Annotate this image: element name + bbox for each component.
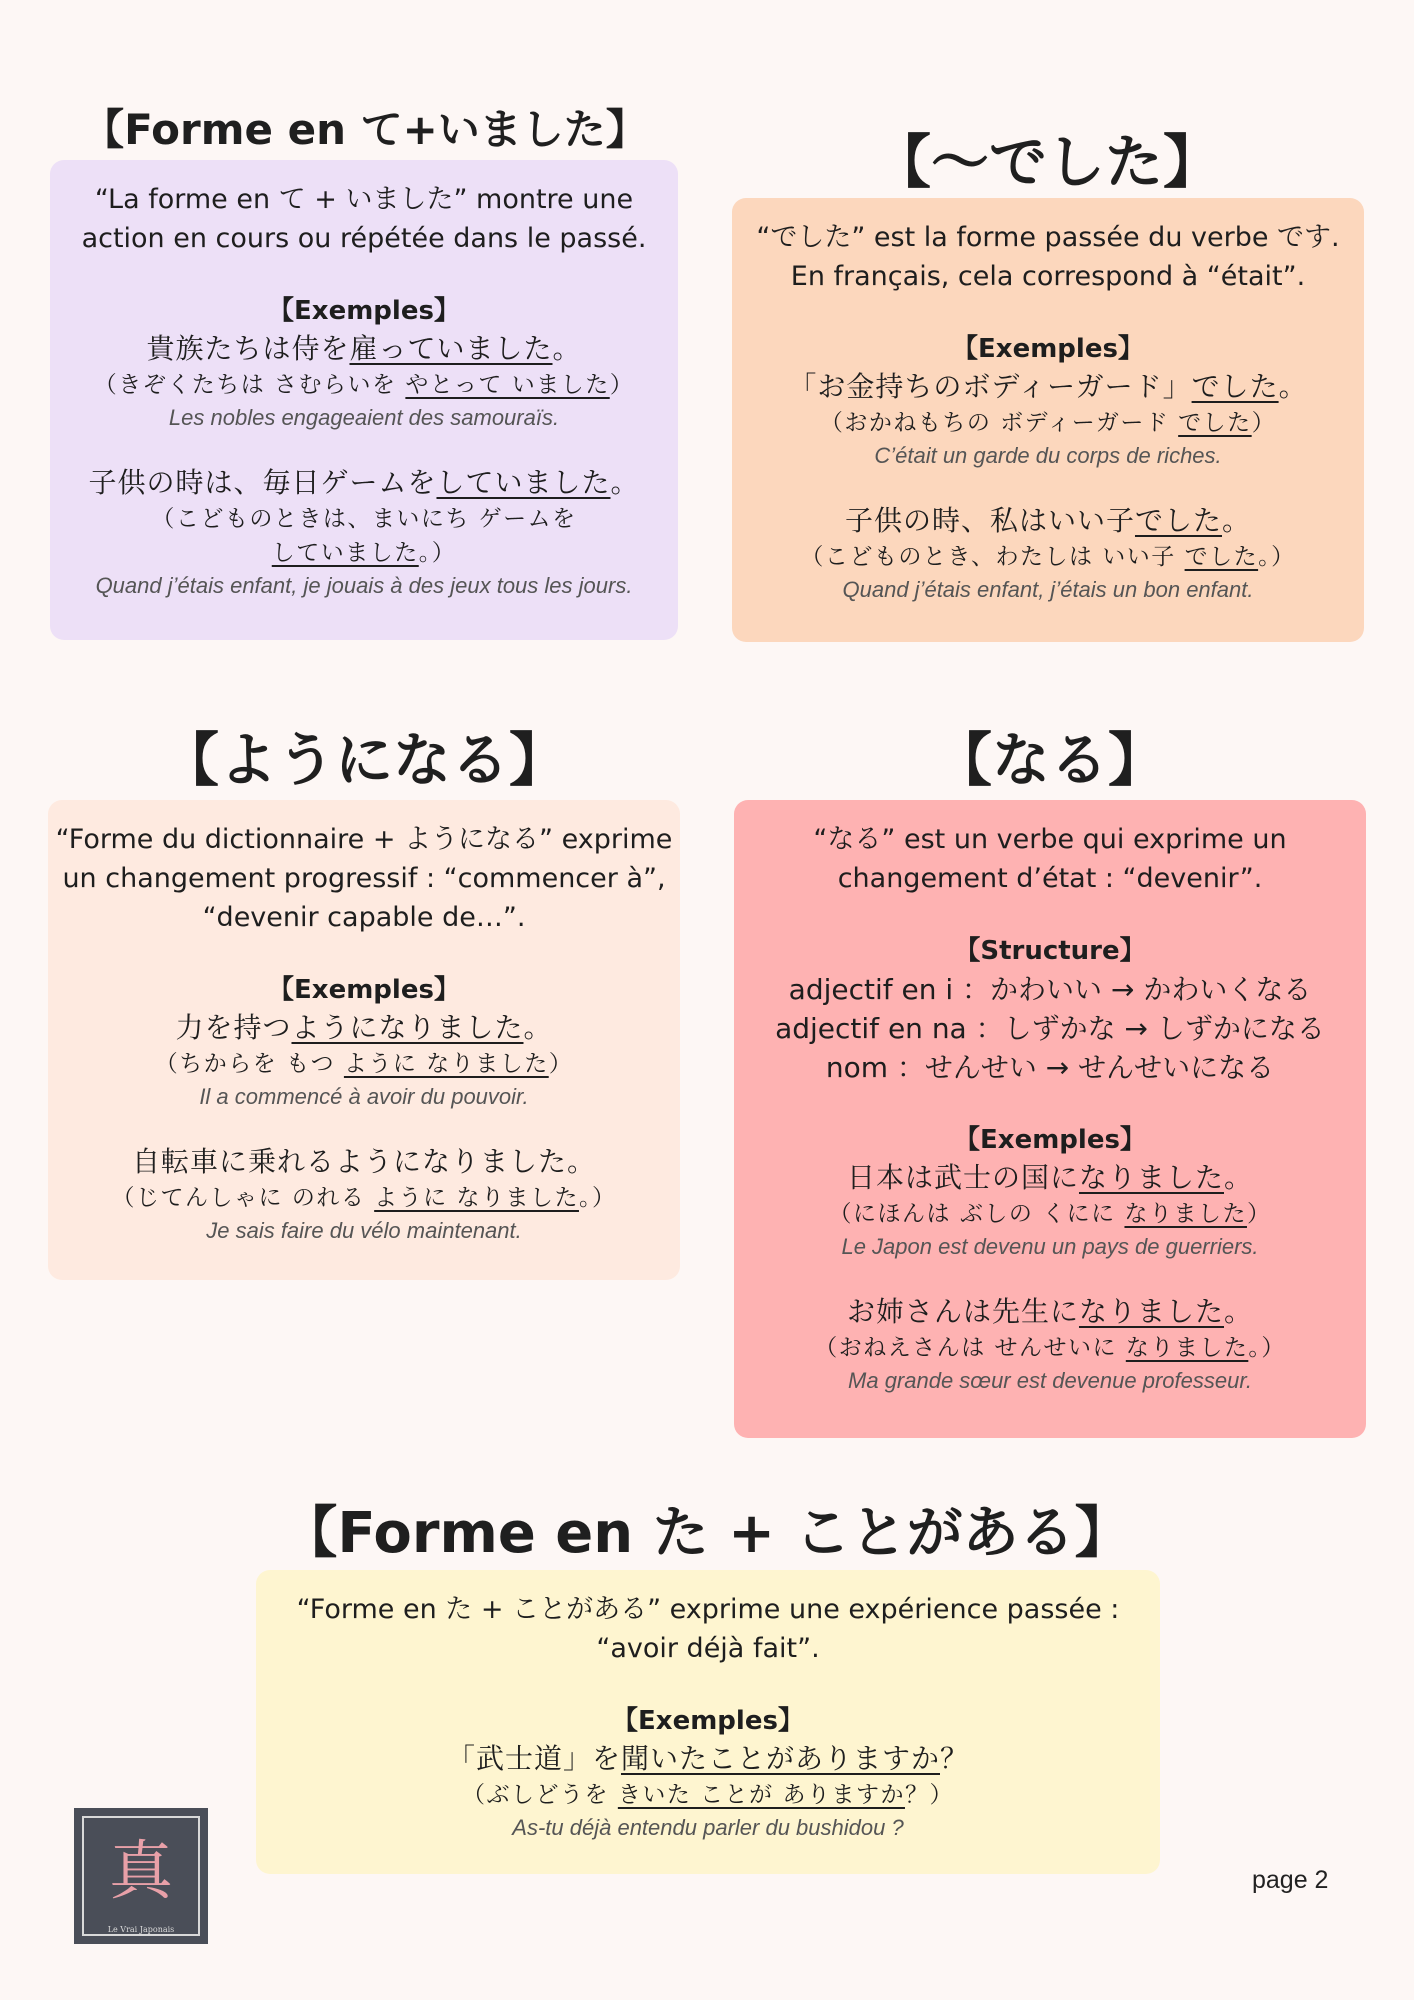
- example-translation: As-tu déjà entendu parler du bushidou ?: [512, 1815, 904, 1840]
- description-line: changement d’état : “devenir”.: [837, 863, 1263, 894]
- card-you-ni-naru: [48, 800, 680, 1280]
- example-translation: Quand j’étais enfant, je jouais à des jeux tous les jours.: [95, 573, 633, 598]
- example-reading: （ぶしどうを きいた ことが ありますか？）: [462, 1782, 954, 1808]
- example-reading: （ちからを もつ ように なりました）: [154, 1051, 574, 1077]
- example-translation: Quand j’étais enfant, j’étais un bon enfant.: [842, 577, 1254, 602]
- structure-heading: 【Structure】: [954, 936, 1146, 966]
- description-line: “でした” est la forme passée du verbe です.: [756, 222, 1340, 253]
- example-japanese: 日本は武士の国になりました。: [846, 1161, 1254, 1194]
- example-japanese: 子供の時、私はいい子でした。: [844, 504, 1252, 537]
- example-japanese: 貴族たちは侍を雇っていました。: [146, 332, 582, 365]
- card-koto-ga-aru: [256, 1570, 1160, 1874]
- example-translation: Je sais faire du vélo maintenant.: [206, 1218, 522, 1243]
- description-line: “なる” est un verbe qui exprime un: [813, 824, 1287, 855]
- description-line: En français, cela correspond à “était”.: [790, 261, 1306, 292]
- example-reading: していました。）: [271, 540, 457, 566]
- example-japanese: 力を持つようになりました。: [175, 1011, 553, 1044]
- section-title-te-imashita: 【Forme en て+いました】: [82, 105, 648, 154]
- example-japanese: 「お金持ちのボディーガード」でした。: [788, 370, 1308, 403]
- example-translation: Le Japon est devenu un pays de guerriers.: [841, 1234, 1259, 1259]
- section-title-deshita: 【〜でした】: [872, 128, 1221, 196]
- brand-logo: [74, 1808, 208, 1944]
- examples-heading: 【Exemples】: [268, 975, 460, 1005]
- description-line: “devenir capable de…”.: [202, 902, 526, 933]
- section-title-naru: 【なる】: [933, 726, 1166, 794]
- description-line: un changement progressif : “commencer à”,: [62, 863, 666, 894]
- description-line: “La forme en て + いました” montre une: [94, 184, 634, 215]
- example-japanese: 子供の時は、毎日ゲームをしていました。: [88, 466, 640, 499]
- example-reading: （きぞくたちは さむらいを やとって いました）: [93, 372, 635, 398]
- structure-line: adjectif en na ：しずかな → しずかになる: [775, 1012, 1325, 1045]
- card-te-imashita: [50, 160, 678, 640]
- example-reading: （にほんは ぶしの くにに なりました）: [828, 1201, 1272, 1227]
- examples-heading: 【Exemples】: [268, 296, 460, 326]
- examples-heading: 【Exemples】: [952, 334, 1144, 364]
- example-reading: （おねえさんは せんせいに なりました。）: [814, 1335, 1286, 1361]
- example-japanese: お姉さんは先生になりました。: [846, 1295, 1254, 1328]
- examples-heading: 【Exemples】: [612, 1706, 804, 1736]
- card-deshita: [732, 198, 1364, 642]
- example-japanese: 「武士道」を聞いたことがありますか？: [446, 1742, 970, 1775]
- logo-kanji: 真: [109, 1835, 173, 1909]
- example-japanese: 自転車に乗れるようになりました。: [131, 1145, 596, 1178]
- example-reading: （こどものとき、わたしは いい子 でした。）: [800, 544, 1296, 570]
- structure-line: nom ：せんせい → せんせいになる: [825, 1051, 1275, 1084]
- example-reading: （じてんしゃに のれる ように なりました。）: [111, 1185, 617, 1211]
- page-number: page 2: [1252, 1866, 1329, 1894]
- example-translation: Les nobles engageaient des samouraïs.: [168, 405, 560, 430]
- description-line: “Forme en た + ことがある” exprime une expérience passée :: [296, 1594, 1120, 1625]
- structure-line: adjectif en i ：かわいい → かわいくなる: [788, 973, 1312, 1006]
- examples-heading: 【Exemples】: [954, 1125, 1146, 1155]
- example-reading: （こどものときは、まいにち ゲームを: [151, 506, 577, 532]
- section-title-you-ni-naru: 【ようになる】: [160, 726, 567, 794]
- example-translation: Il a commencé à avoir du pouvoir.: [199, 1084, 529, 1109]
- example-translation: C’était un garde du corps de riches.: [874, 443, 1222, 468]
- example-reading: （おかねもちの ボディーガード でした）: [819, 410, 1277, 436]
- description-line: “avoir déjà fait”.: [596, 1633, 820, 1664]
- card-naru: [734, 800, 1366, 1438]
- section-title-koto-ga-aru: 【Forme en た + ことがある】: [281, 1501, 1131, 1566]
- description-line: “Forme du dictionnaire + ようになる” exprime: [55, 824, 673, 855]
- description-line: action en cours ou répétée dans le passé.: [81, 223, 647, 254]
- example-translation: Ma grande sœur est devenue professeur.: [848, 1368, 1252, 1393]
- logo-text: Le Vrai Japonais: [107, 1925, 175, 1934]
